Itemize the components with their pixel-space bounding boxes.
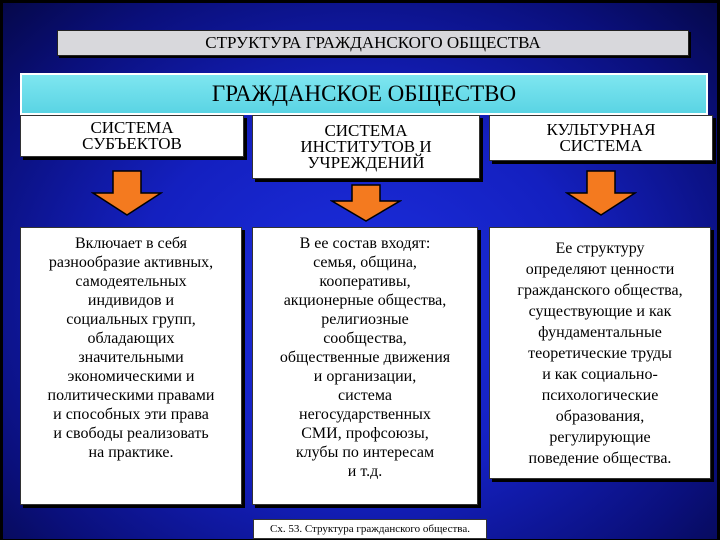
civil-society-header: ГРАЖДАНСКОЕ ОБЩЕСТВО xyxy=(20,73,708,115)
arrow-down-icon xyxy=(330,183,402,223)
arrow-down-icon xyxy=(91,169,163,217)
slide xyxy=(2,2,718,540)
category-institutions: СИСТЕМА ИНСТИТУТОВ И УЧРЕЖДЕНИЙ xyxy=(252,115,480,179)
arrow-down-icon xyxy=(565,169,637,217)
description-subjects: Включает в себя разнообразие активных, самодеятельных индивидов и социальных групп, обладающих значительными экономическими и политическими правами и способных эти права и свободы реализовать на практике. xyxy=(20,227,242,505)
category-culture: КУЛЬТУРНАЯ СИСТЕМА xyxy=(489,115,713,161)
description-culture: Ее структуру определяют ценности гражданского общества, существующие и как фундаментальные теоретические труды и как социально- психологические образования, регулирующие поведение общества. xyxy=(489,227,711,479)
slide-title: СТРУКТУРА ГРАЖДАНСКОГО ОБЩЕСТВА xyxy=(57,30,689,56)
category-subjects: СИСТЕМА СУБЪЕКТОВ xyxy=(20,115,244,157)
figure-caption: Сх. 53. Структура гражданского общества. xyxy=(253,519,487,539)
description-institutions: В ее состав входят: семья, община, кооперативы, акционерные общества, религиозные сообщества, общественные движения и организации, система негосударственных СМИ, профсоюзы, клубы по интересам и т.д. xyxy=(252,227,478,505)
